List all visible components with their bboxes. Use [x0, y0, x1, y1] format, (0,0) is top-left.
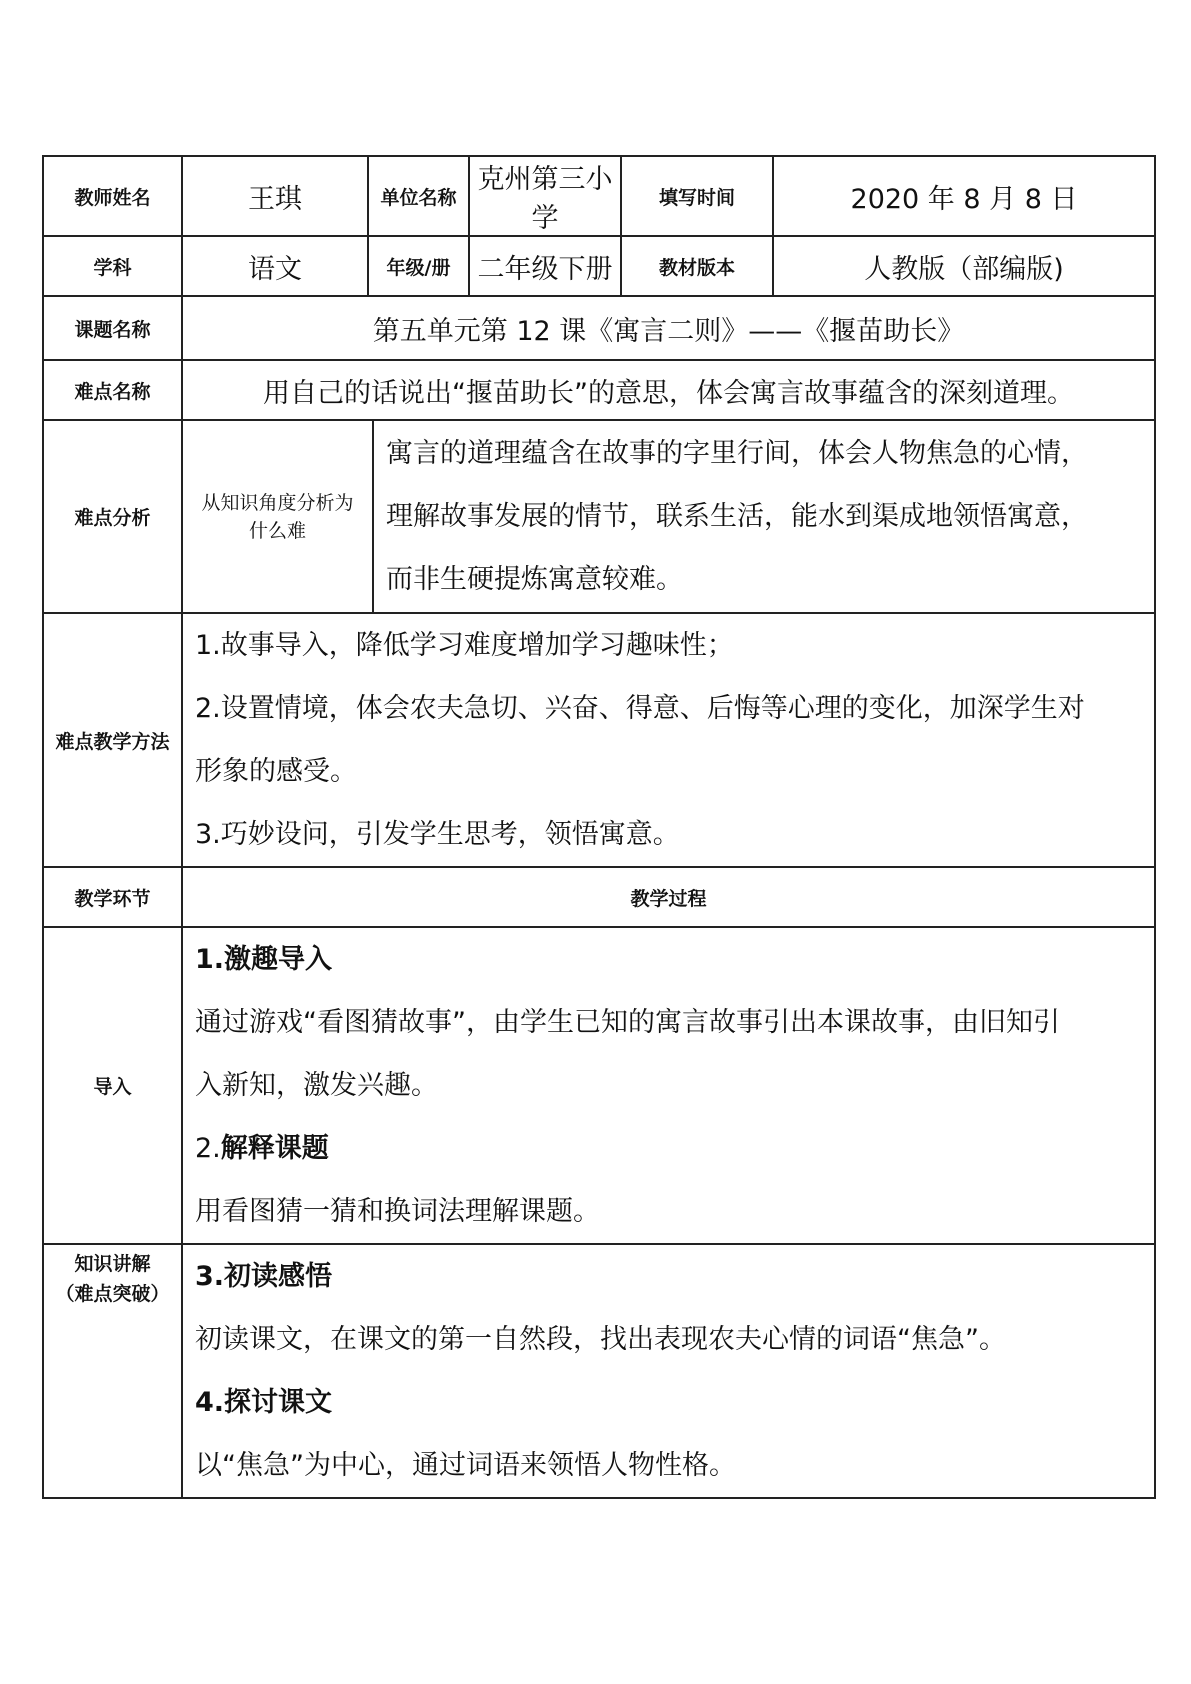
analysis-line-3: 而非生硬提炼寓意较难。	[386, 564, 683, 595]
subject-label: 学科	[43, 236, 182, 296]
intro-text	[182, 927, 1155, 1244]
header-row-2	[43, 236, 1155, 296]
methods-label: 难点教学方法	[43, 613, 182, 867]
analysis-line-1: 寓言的道理蕴含在故事的字里行间，体会人物焦急的心情，	[386, 438, 1088, 469]
teacher-value: 王琪	[182, 156, 368, 236]
grade-label: 年级/册	[368, 236, 469, 296]
analysis-sub-cell	[182, 420, 373, 613]
knowledge-row	[43, 1244, 1155, 1498]
unit-label: 单位名称	[368, 156, 469, 236]
teacher-label: 教师姓名	[43, 156, 182, 236]
intro-label: 导入	[43, 927, 182, 1244]
header-row-1	[43, 156, 1155, 236]
methods-line-4: 3.巧妙设问，引发学生思考，领悟寓意。	[195, 819, 680, 850]
intro-heading-1: 1.激趣导入	[195, 944, 333, 975]
analysis-label: 难点分析	[43, 420, 182, 613]
edition-label: 教材版本	[621, 236, 773, 296]
difficulty-row	[43, 360, 1155, 420]
analysis-sub-label: 从知识角度分析为什么难	[201, 491, 354, 542]
lesson-plan-form	[42, 155, 1154, 1499]
lesson-plan-table	[42, 155, 1156, 1499]
difficulty-value: 用自己的话说出“揠苗助长”的意思，体会寓言故事蕴含的深刻道理。	[182, 360, 1155, 420]
intro-heading-2	[195, 1117, 1144, 1180]
knowledge-heading-4: 4.探讨课文	[195, 1387, 333, 1418]
stage-label: 教学环节	[43, 867, 182, 927]
analysis-row	[43, 420, 1155, 613]
intro-heading-2-text: 解释课题	[220, 1133, 329, 1164]
methods-row	[43, 613, 1155, 867]
knowledge-label-line-1: 知识讲解	[74, 1253, 151, 1275]
intro-para-1-line-1: 通过游戏“看图猜故事”，由学生已知的寓言故事引出本课故事，由旧知引	[195, 1007, 1060, 1038]
intro-para-1-line-2: 入新知，激发兴趣。	[195, 1070, 438, 1101]
methods-line-2: 2.设置情境，体会农夫急切、兴奋、得意、后悔等心理的变化，加深学生对	[195, 693, 1085, 724]
knowledge-heading-3: 3.初读感悟	[195, 1261, 333, 1292]
subject-value: 语文	[182, 236, 368, 296]
intro-heading-2-num: 2.	[195, 1133, 221, 1164]
analysis-text	[373, 420, 1155, 613]
topic-row	[43, 296, 1155, 360]
knowledge-label-line-2: （难点突破）	[55, 1283, 170, 1305]
knowledge-para-4: 以“焦急”为中心，通过词语来领悟人物性格。	[195, 1450, 736, 1481]
intro-para-2: 用看图猜一猜和换词法理解课题。	[195, 1196, 600, 1227]
methods-text	[182, 613, 1155, 867]
date-value: 2020 年 8 月 8 日	[773, 156, 1155, 236]
knowledge-text	[182, 1244, 1155, 1498]
process-label: 教学过程	[182, 867, 1155, 927]
topic-label: 课题名称	[43, 296, 182, 360]
intro-row	[43, 927, 1155, 1244]
unit-value: 克州第三小学	[469, 156, 621, 236]
difficulty-label: 难点名称	[43, 360, 182, 420]
date-label: 填写时间	[621, 156, 773, 236]
methods-line-1: 1.故事导入，降低学习难度增加学习趣味性；	[195, 630, 734, 661]
knowledge-para-3: 初读课文，在课文的第一自然段，找出表现农夫心情的词语“焦急”。	[195, 1324, 1006, 1355]
knowledge-label-cell	[43, 1244, 182, 1498]
grade-value: 二年级下册	[469, 236, 621, 296]
methods-line-3: 形象的感受。	[195, 756, 357, 787]
process-header-row	[43, 867, 1155, 927]
analysis-line-2: 理解故事发展的情节，联系生活，能水到渠成地领悟寓意，	[386, 501, 1088, 532]
topic-value: 第五单元第 12 课《寓言二则》——《揠苗助长》	[182, 296, 1155, 360]
edition-value: 人教版（部编版)	[773, 236, 1155, 296]
